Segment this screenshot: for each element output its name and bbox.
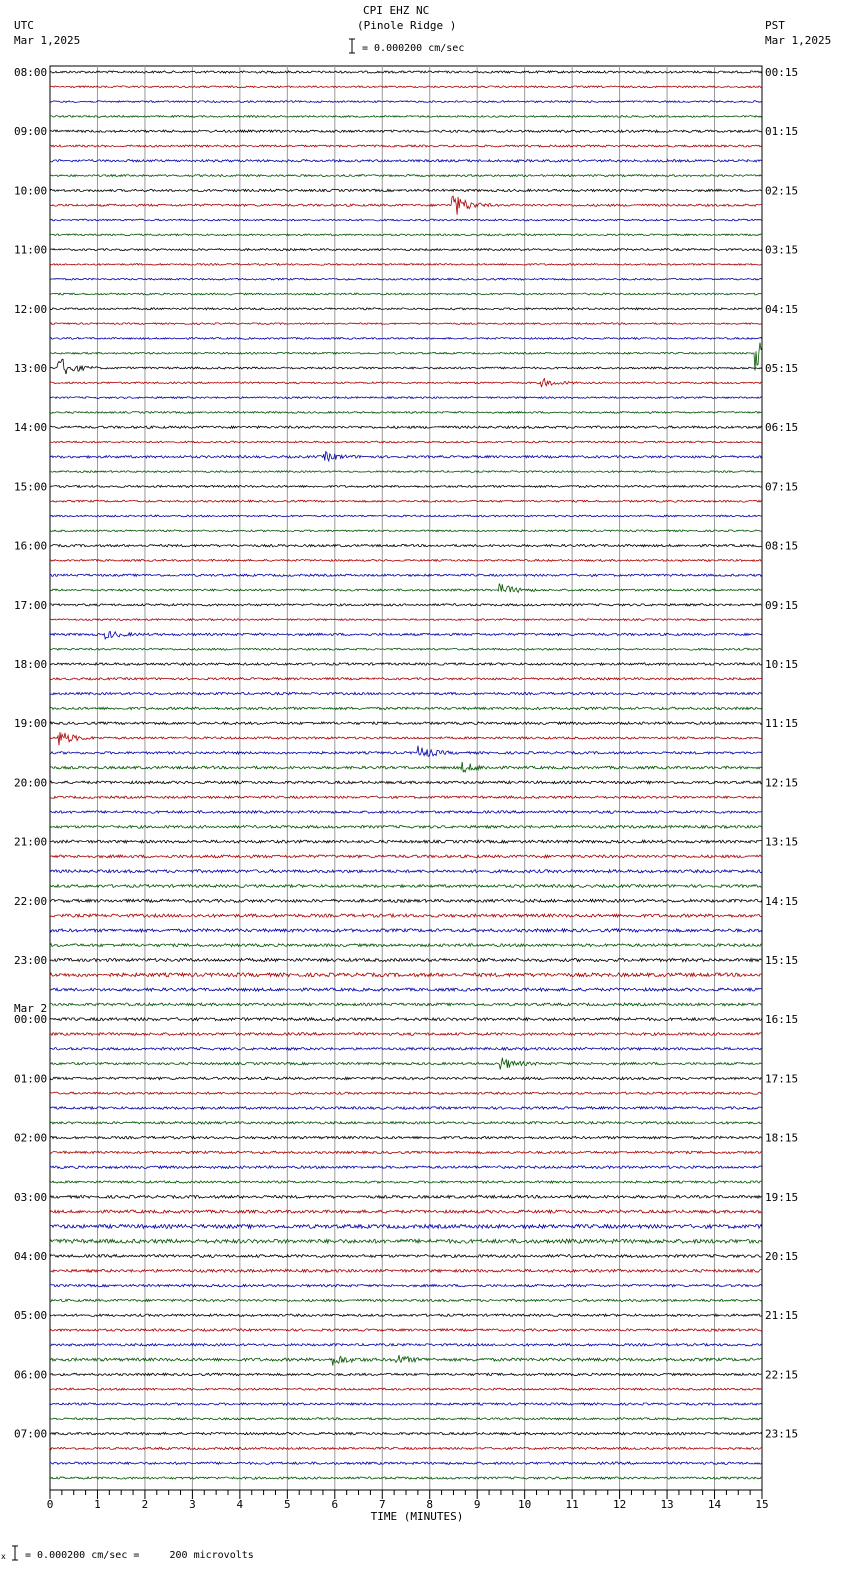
trace-line xyxy=(50,278,762,280)
trace-line xyxy=(50,1210,762,1213)
trace-line xyxy=(50,145,762,147)
trace-line xyxy=(50,1477,762,1479)
utc-hour-label: 07:00 xyxy=(14,1427,48,1441)
trace-line xyxy=(50,196,762,215)
trace-line xyxy=(50,1447,762,1449)
pst-hour-label: 11:15 xyxy=(765,717,799,731)
trace-line xyxy=(50,1136,762,1139)
trace-line xyxy=(50,1284,762,1286)
pst-hour-label: 16:15 xyxy=(765,1013,799,1027)
trace-line xyxy=(50,249,762,251)
trace-line xyxy=(50,1058,762,1070)
pst-hour-label: 07:15 xyxy=(765,480,799,494)
utc-hour-label: 15:00 xyxy=(14,480,48,494)
pst-hour-label: 22:15 xyxy=(765,1368,799,1382)
trace-line xyxy=(50,732,762,745)
trace-line xyxy=(50,663,762,665)
pst-hour-label: 14:15 xyxy=(765,894,799,908)
x-tick-label: 9 xyxy=(473,1498,481,1511)
trace-line xyxy=(50,825,762,828)
pst-hour-label: 09:15 xyxy=(765,598,799,612)
utc-hour-label: 05:00 xyxy=(14,1309,48,1323)
utc-hour-label: 00:00 xyxy=(14,1013,48,1027)
trace-line xyxy=(50,1003,762,1006)
trace-line xyxy=(50,359,762,374)
trace-line xyxy=(50,1432,762,1434)
utc-hour-label: 03:00 xyxy=(14,1190,48,1204)
trace-line xyxy=(50,441,762,443)
trace-line xyxy=(50,544,762,546)
trace-line xyxy=(50,515,762,517)
trace-line xyxy=(50,160,762,162)
left-timezone-label: UTC xyxy=(14,19,34,32)
trace-line xyxy=(50,1018,762,1021)
left-date-label: Mar 1,2025 xyxy=(14,34,81,47)
utc-hour-label: 02:00 xyxy=(14,1131,48,1145)
pst-hour-label: 00:15 xyxy=(765,66,799,79)
trace-line xyxy=(50,379,762,388)
scale-bars xyxy=(12,39,355,1560)
trace-line xyxy=(50,678,762,680)
trace-line xyxy=(50,308,762,310)
trace-line xyxy=(50,781,762,784)
pst-hour-label: 08:15 xyxy=(765,539,799,553)
trace-line xyxy=(50,234,762,236)
utc-hour-label: 08:00 xyxy=(14,66,48,79)
header-scale-bar xyxy=(349,39,355,53)
trace-line xyxy=(50,1166,762,1169)
scale-bar-label: = 0.000200 cm/sec xyxy=(362,43,465,54)
trace-line xyxy=(50,1107,762,1110)
trace-line xyxy=(50,101,762,103)
pst-hour-label: 04:15 xyxy=(765,302,799,316)
utc-hour-label: 04:00 xyxy=(14,1250,48,1263)
trace-line xyxy=(50,343,762,371)
trace-line xyxy=(50,1418,762,1420)
pst-hour-label: 17:15 xyxy=(765,1072,799,1086)
trace-line xyxy=(50,584,762,593)
trace-line xyxy=(50,71,762,73)
right-date-label: Mar 1,2025 xyxy=(765,34,832,47)
seismic-traces xyxy=(50,71,762,1479)
trace-line xyxy=(50,219,762,221)
trace-line xyxy=(50,1048,762,1051)
trace-line xyxy=(50,604,762,606)
trace-line xyxy=(50,648,762,650)
trace-line xyxy=(50,988,762,991)
trace-line xyxy=(50,452,762,461)
x-tick-label: 5 xyxy=(284,1498,291,1511)
x-tick-label: 0 xyxy=(46,1498,54,1511)
pst-hour-label: 15:15 xyxy=(765,954,799,967)
trace-line xyxy=(50,1373,762,1375)
pst-hour-label: 05:15 xyxy=(765,362,799,375)
trace-line xyxy=(50,530,762,532)
trace-line xyxy=(50,86,762,88)
trace-line xyxy=(50,189,762,191)
trace-line xyxy=(50,746,762,757)
pst-hour-label: 13:15 xyxy=(765,835,799,849)
x-tick-label: 4 xyxy=(236,1498,244,1511)
x-tick-label: 13 xyxy=(660,1498,674,1511)
right-timezone-label: PST xyxy=(765,19,785,32)
trace-line xyxy=(50,762,762,772)
x-tick-label: 15 xyxy=(755,1498,769,1511)
trace-line xyxy=(50,1122,762,1124)
utc-hour-label: 06:00 xyxy=(14,1368,48,1382)
trace-line xyxy=(50,811,762,814)
trace-line xyxy=(50,116,762,118)
utc-hour-label: 21:00 xyxy=(14,835,48,849)
trace-line xyxy=(50,471,762,473)
x-tick-label: 3 xyxy=(189,1498,196,1511)
trace-line xyxy=(50,1181,762,1183)
x-tick-label: 11 xyxy=(565,1498,579,1511)
trace-line xyxy=(50,485,762,487)
trace-line xyxy=(50,1151,762,1153)
trace-line xyxy=(50,1403,762,1405)
date-change-label: Mar 2 xyxy=(14,1002,48,1015)
trace-line xyxy=(50,1329,762,1331)
trace-line xyxy=(50,1314,762,1316)
trace-line xyxy=(50,1388,762,1390)
pst-hour-label: 19:15 xyxy=(765,1190,799,1204)
trace-line xyxy=(50,1299,762,1301)
trace-line xyxy=(50,559,762,561)
trace-line xyxy=(50,958,762,961)
trace-line xyxy=(50,707,762,710)
utc-hour-label: 09:00 xyxy=(14,125,48,139)
utc-hour-label: 18:00 xyxy=(14,658,48,671)
trace-line xyxy=(50,1355,762,1366)
hour-labels xyxy=(14,66,798,1441)
x-tick-label: 7 xyxy=(378,1498,386,1511)
trace-line xyxy=(50,1033,762,1036)
trace-line xyxy=(50,1195,762,1198)
trace-line xyxy=(50,722,762,725)
pst-hour-label: 03:15 xyxy=(765,243,799,257)
trace-line xyxy=(50,1239,762,1243)
utc-hour-label: 16:00 xyxy=(14,539,48,553)
trace-line xyxy=(50,944,762,947)
pst-hour-label: 20:15 xyxy=(765,1250,799,1263)
x-tick-label: 2 xyxy=(141,1498,149,1511)
pst-hour-label: 12:15 xyxy=(765,776,799,790)
trace-line xyxy=(50,619,762,621)
utc-hour-label: 23:00 xyxy=(14,954,48,967)
trace-line xyxy=(50,1077,762,1080)
trace-line xyxy=(50,323,762,325)
trace-line xyxy=(50,885,762,888)
trace-line xyxy=(50,840,762,843)
utc-hour-label: 22:00 xyxy=(14,894,48,908)
x-tick-label: 1 xyxy=(94,1498,101,1511)
utc-hour-label: 17:00 xyxy=(14,598,48,612)
trace-line xyxy=(50,574,762,576)
x-tick-label: 14 xyxy=(707,1498,722,1511)
utc-hour-label: 14:00 xyxy=(14,421,48,435)
station-location: (Pinole Ridge ) xyxy=(357,19,457,32)
trace-line xyxy=(50,914,762,917)
pst-hour-label: 23:15 xyxy=(765,1427,799,1441)
trace-line xyxy=(50,631,762,639)
trace-line xyxy=(50,130,762,132)
footer-scale-label: = 0.000200 cm/sec = 200 microvolts xyxy=(25,1550,254,1561)
trace-line xyxy=(50,397,762,399)
time-axis xyxy=(47,1490,769,1523)
trace-line xyxy=(50,412,762,414)
pst-hour-label: 02:15 xyxy=(765,184,799,198)
utc-hour-label: 10:00 xyxy=(14,184,48,198)
trace-line xyxy=(50,692,762,694)
trace-line xyxy=(50,426,762,428)
x-tick-label: 12 xyxy=(612,1498,627,1511)
pst-hour-label: 06:15 xyxy=(765,421,799,435)
pst-hour-label: 10:15 xyxy=(765,658,799,671)
pst-hour-label: 21:15 xyxy=(765,1309,799,1323)
trace-line xyxy=(50,1344,762,1346)
utc-hour-label: 12:00 xyxy=(14,302,48,316)
pst-hour-label: 18:15 xyxy=(765,1131,799,1145)
trace-line xyxy=(50,796,762,798)
pst-hour-label: 01:15 xyxy=(765,125,799,139)
trace-line xyxy=(50,1255,762,1258)
x-tick-label: 6 xyxy=(331,1498,339,1511)
trace-line xyxy=(50,1225,762,1229)
trace-line xyxy=(50,973,762,977)
x-tick-label: 8 xyxy=(426,1498,434,1511)
trace-line xyxy=(50,855,762,858)
trace-line xyxy=(50,1269,762,1272)
x-tick-label: 10 xyxy=(518,1498,532,1511)
station-title: CPI EHZ NC xyxy=(363,4,430,17)
trace-line xyxy=(50,264,762,266)
trace-line xyxy=(50,929,762,932)
trace-line xyxy=(50,338,762,340)
x-axis-label: TIME (MINUTES) xyxy=(370,1510,464,1523)
trace-line xyxy=(50,1462,762,1464)
utc-hour-label: 19:00 xyxy=(14,717,48,731)
trace-line xyxy=(50,899,762,902)
footer-scale-prefix: x xyxy=(1,1552,6,1561)
trace-line xyxy=(50,175,762,177)
trace-line xyxy=(50,870,762,873)
trace-line xyxy=(50,293,762,295)
trace-line xyxy=(50,500,762,502)
utc-hour-label: 11:00 xyxy=(14,243,48,257)
trace-line xyxy=(50,1092,762,1094)
utc-hour-label: 01:00 xyxy=(14,1072,48,1086)
utc-hour-label: 13:00 xyxy=(14,362,48,375)
utc-hour-label: 20:00 xyxy=(14,776,48,790)
footer-scale-bar xyxy=(12,1546,18,1560)
